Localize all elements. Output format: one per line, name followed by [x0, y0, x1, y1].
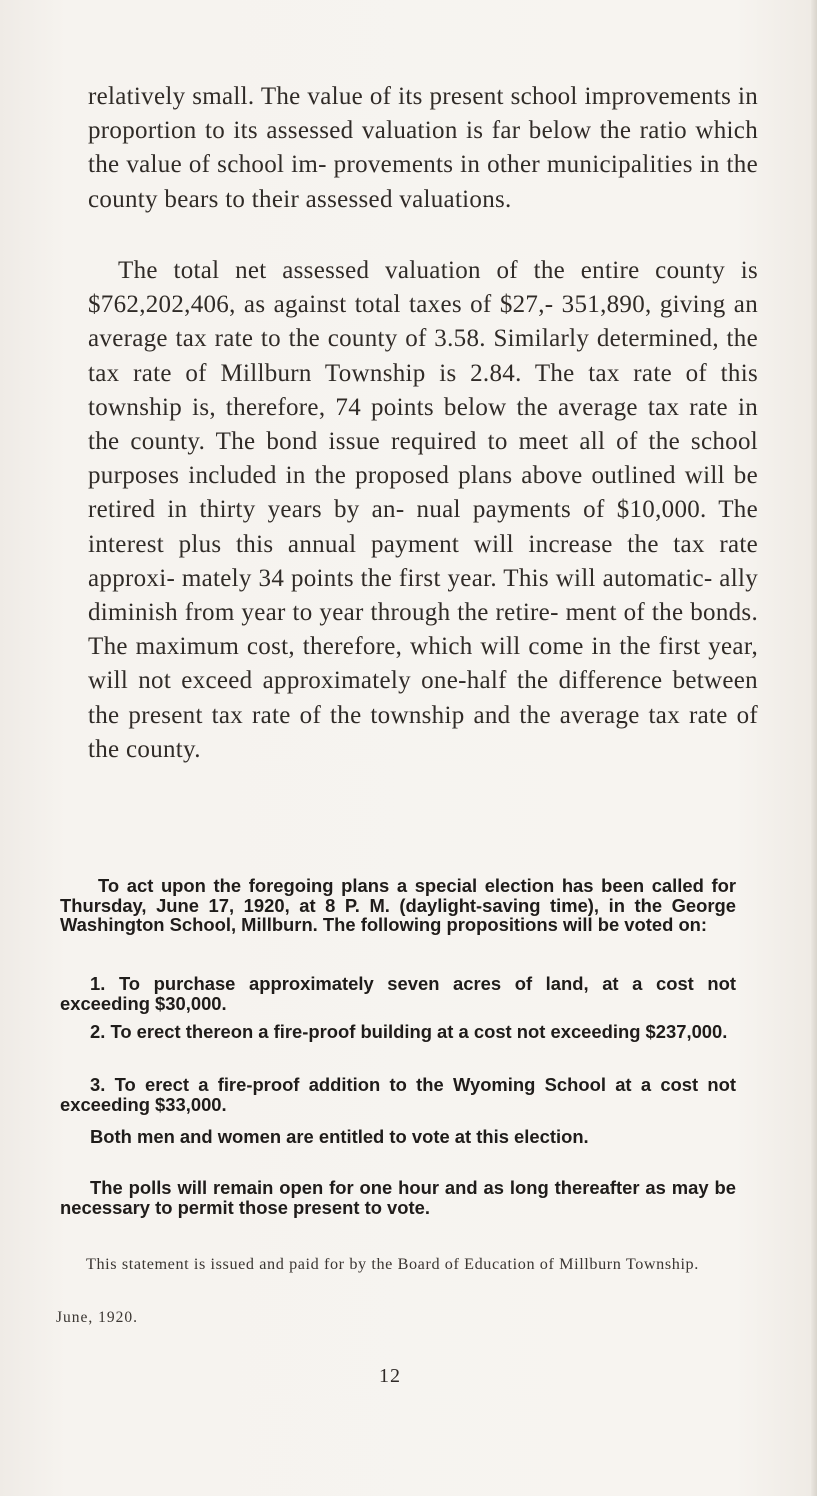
body-paragraph-2: The total net assessed valuation of the entire county is $762,202,406, as against total taxes of $27,- 351,890, giving an average tax rate to the county of 3.58. Similarly determined, the tax rate of Millburn Township is 2.84. The tax rate of this township is, therefore, 74 points below the average tax rate in the county. The bond issue required to meet all of the school purposes included in the proposed plans above outlined will be retired in thirty years by an- nual payments of $10,000. The interest plus this annual payment will increase the tax rate approxi- mately 34 points the first year. This will automatic- ally diminish from year to year through the retire- ment of the bonds. The maximum cost, therefore, which will come in the first year, will not exceed approximately one-half the difference between the present tax rate of the township and the average tax rate of the county. — [88, 257, 758, 763]
election-notice-intro: To act upon the foregoing plans a special election has been called for Thursday, June 17, 1920, at 8 P. M. (daylight-saving time), in the George Washington School, Millburn. The following propositions will be voted on: — [60, 875, 736, 935]
page-edge — [811, 0, 817, 1496]
body-paragraph-1: relatively small. The value of its present school improvements in proportion to its assessed valuation is far below the ratio which the value of school im- provements in other municipalities in the county bears to their assessed valuations. — [88, 83, 758, 213]
proposition-3: 3. To erect a fire-proof addition to the Wyoming School at a cost not exceeding $33,000. — [60, 1074, 736, 1115]
date-line: June, 1920. — [56, 1309, 139, 1326]
polls-hours-note: The polls will remain open for one hour and as long thereafter as may be necessary to permit those present to vote. — [60, 1177, 736, 1218]
page-number: 12 — [379, 1365, 401, 1387]
footnote-statement: This statement is issued and paid for by the Board of Education of Millburn Township. — [86, 1255, 699, 1273]
voter-eligibility-note: Both men and women are entitled to vote at this election. — [90, 1126, 589, 1147]
proposition-1: 1. To purchase approximately seven acres of land, at a cost not exceeding $30,000. — [60, 973, 736, 1014]
proposition-2: 2. To erect thereon a fire-proof building at a cost not exceeding $237,000. — [90, 1021, 728, 1042]
